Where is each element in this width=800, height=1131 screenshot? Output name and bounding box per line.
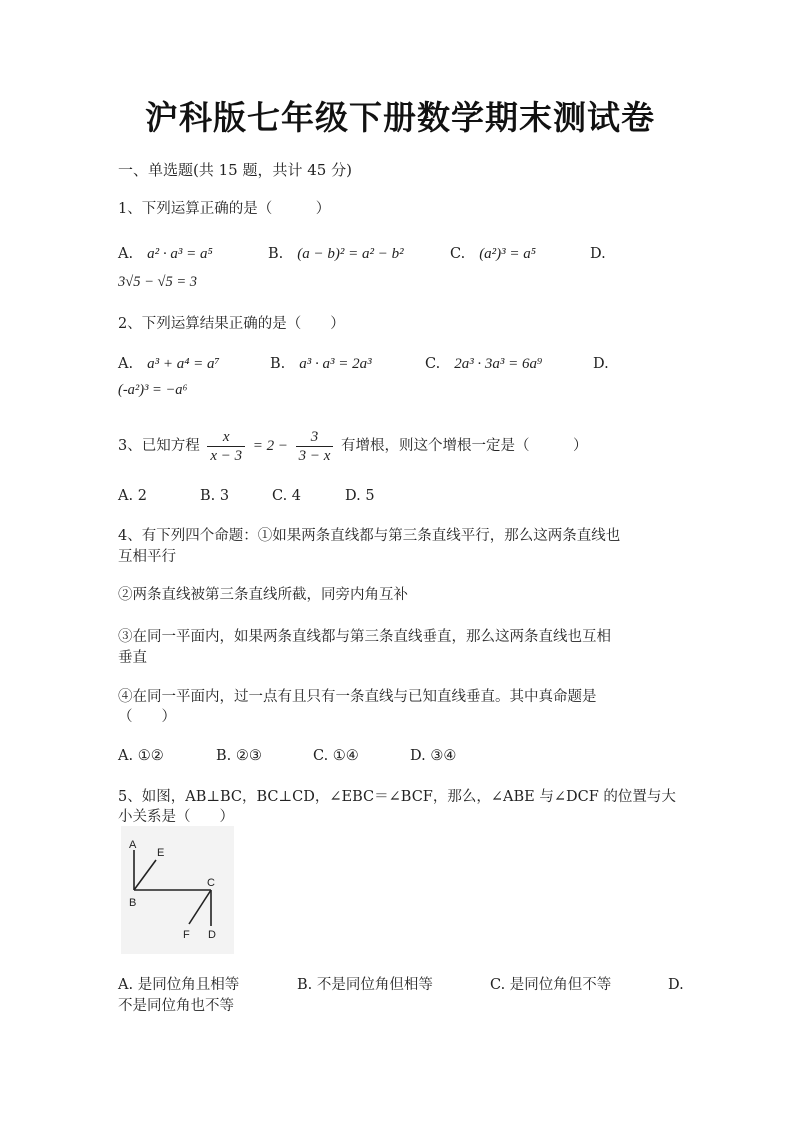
option-label: B. bbox=[268, 246, 284, 262]
section-heading: 一、单选题(共 15 题，共计 45 分) bbox=[118, 161, 352, 179]
question-4-line-3: ②两条直线被第三条直线所截，同旁内角互补 bbox=[118, 587, 408, 603]
q5-option-c[interactable]: C. 是同位角但不等 bbox=[490, 977, 612, 993]
q3-fraction-2 bbox=[296, 428, 334, 465]
q4-option-b[interactable]: B. ②③ bbox=[216, 748, 262, 764]
question-1-stem: 1、下列运算正确的是（ ） bbox=[118, 201, 331, 217]
question-2-stem: 2、下列运算结果正确的是（ ） bbox=[118, 316, 345, 332]
q2-option-d-label[interactable]: D. bbox=[593, 356, 609, 372]
option-expr: a³ + a⁴ = a⁷ bbox=[147, 356, 220, 372]
fraction-denominator: x − 3 bbox=[207, 446, 245, 465]
option-label: A. bbox=[118, 356, 134, 372]
option-expr: (a²)³ = a⁵ bbox=[479, 246, 537, 262]
option-expr: a³ · a³ = 2a³ bbox=[299, 356, 372, 372]
q1-option-d-expr[interactable]: 3√5 − √5 = 3 bbox=[118, 274, 197, 290]
point-label-e: E bbox=[157, 847, 165, 859]
option-label: C. bbox=[450, 246, 466, 262]
q2-option-d-expr[interactable]: (-a²)³ = −a⁶ bbox=[118, 382, 188, 398]
q3-option-b[interactable]: B. 3 bbox=[200, 488, 230, 504]
q4-option-c[interactable]: C. ①④ bbox=[313, 748, 359, 764]
option-label: A. bbox=[118, 246, 134, 262]
fraction-numerator: x bbox=[222, 428, 230, 445]
segment-cf bbox=[189, 890, 211, 924]
q2-option-a[interactable] bbox=[118, 354, 220, 374]
option-label: C. bbox=[425, 356, 441, 372]
q3-option-d[interactable]: D. 5 bbox=[345, 488, 375, 504]
option-expr: 2a³ · 3a³ = 6a⁹ bbox=[454, 356, 543, 372]
question-4-line-1: 4、有下列四个命题：①如果两条直线都与第三条直线平行，那么这两条直线也 bbox=[118, 528, 621, 544]
point-label-b: B bbox=[129, 897, 137, 909]
geometry-figure-svg bbox=[121, 826, 234, 954]
fraction-numerator: 3 bbox=[310, 428, 319, 445]
q3-option-a[interactable]: A. 2 bbox=[118, 488, 147, 504]
geometry-figure bbox=[121, 826, 234, 954]
q5-option-d-label[interactable]: D. bbox=[668, 977, 684, 993]
q3-option-c[interactable]: C. 4 bbox=[272, 488, 302, 504]
q2-option-c[interactable] bbox=[425, 354, 542, 374]
option-expr: a² · a³ = a⁵ bbox=[147, 246, 213, 262]
q5-option-d-text[interactable]: 不是同位角也不等 bbox=[118, 998, 234, 1014]
segment-be bbox=[134, 860, 156, 890]
point-label-d: D bbox=[208, 929, 216, 941]
question-4-line-7: （ ） bbox=[118, 709, 176, 725]
q3-suffix: 有增根，则这个增根一定是（ ） bbox=[340, 438, 588, 454]
q4-option-d[interactable]: D. ③④ bbox=[410, 748, 457, 764]
question-4-line-6: ④在同一平面内，过一点有且只有一条直线与已知直线垂直。其中真命题是 bbox=[118, 689, 597, 705]
question-4-line-4: ③在同一平面内，如果两条直线都与第三条直线垂直，那么这两条直线也互相 bbox=[118, 629, 611, 645]
fraction-denominator: 3 − x bbox=[296, 446, 334, 465]
q3-prefix: 3、已知方程 bbox=[118, 438, 200, 454]
question-5-line-2: 小关系是（ ） bbox=[118, 809, 234, 825]
q4-option-a[interactable]: A. ①② bbox=[118, 748, 164, 764]
q2-option-b[interactable] bbox=[270, 354, 372, 374]
q5-option-a[interactable]: A. 是同位角且相等 bbox=[118, 977, 240, 993]
question-4-line-5: 垂直 bbox=[118, 650, 147, 666]
question-3-stem bbox=[118, 425, 587, 467]
option-expr: (a − b)² = a² − b² bbox=[297, 246, 404, 262]
q1-option-c[interactable] bbox=[450, 244, 536, 264]
point-label-c: C bbox=[207, 877, 215, 889]
q5-option-b[interactable]: B. 不是同位角但相等 bbox=[297, 977, 433, 993]
q1-option-a[interactable] bbox=[118, 244, 213, 264]
point-label-f: F bbox=[183, 929, 190, 941]
q1-option-b[interactable] bbox=[268, 244, 404, 264]
q3-fraction-1 bbox=[207, 428, 245, 465]
q3-equation-middle: = 2 − bbox=[252, 438, 288, 454]
question-4-line-2: 互相平行 bbox=[118, 549, 176, 565]
page-title: 沪科版七年级下册数学期末测试卷 bbox=[145, 98, 655, 137]
point-label-a: A bbox=[129, 839, 137, 851]
option-label: B. bbox=[270, 356, 286, 372]
question-5-line-1: 5、如图，AB⊥BC，BC⊥CD，∠EBC＝∠BCF，那么，∠ABE 与∠DCF 的位置与大 bbox=[118, 789, 676, 805]
q1-option-d-label[interactable]: D. bbox=[590, 246, 606, 262]
